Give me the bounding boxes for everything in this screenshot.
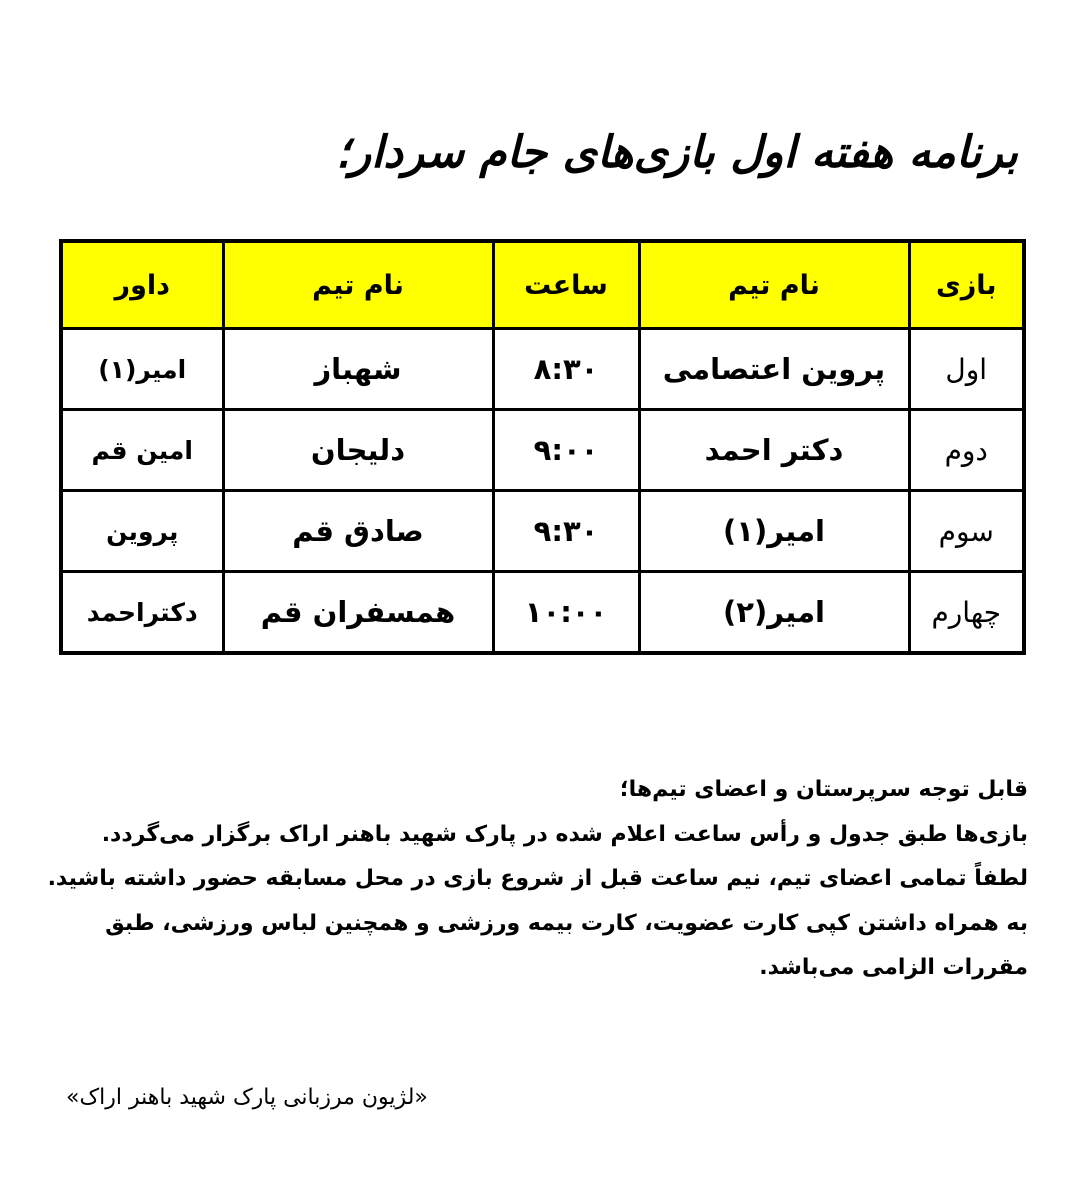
notes-line: قابل توجه سرپرستان و اعضای تیم‌ها؛ [619,777,1028,802]
cell-team-b: همسفران قم [223,572,493,654]
cell-game: چهارم [909,572,1024,654]
cell-game: اول [909,329,1024,410]
cell-time: ۹:۳۰ [493,491,639,572]
table-row [61,329,1024,410]
cell-time: ۸:۳۰ [493,329,639,410]
notes-block [38,768,1028,991]
cell-time: ۱۰:۰۰ [493,572,639,654]
schedule-table [59,239,1026,655]
cell-team-a: دکتر احمد [639,410,909,491]
cell-game: سوم [909,491,1024,572]
header-referee: داور [61,241,223,329]
header-team-b: نام تیم [223,241,493,329]
cell-time: ۹:۰۰ [493,410,639,491]
notes-line: مقررات الزامی می‌باشد. [759,955,1028,980]
table-row [61,410,1024,491]
cell-team-a: امیر(۱) [639,491,909,572]
header-team-a: نام تیم [639,241,909,329]
cell-referee: امین قم [61,410,223,491]
page-title: برنامه هفته اول بازی‌های جام سردار؛ [335,127,1018,178]
header-game: بازی [909,241,1024,329]
table-row [61,491,1024,572]
notes-line: لطفاً تمامی اعضای تیم، نیم ساعت قبل از شروع بازی در محل مسابقه حضور داشته باشید. [47,866,1028,891]
notes-line: بازی‌ها طبق جدول و رأس ساعت اعلام شده در پارک شهید باهنر اراک برگزار می‌گردد. [101,821,1028,847]
notes-line: به همراه داشتن کپی کارت عضویت، کارت بیمه ورزشی و همچنین لباس ورزشی، طبق [105,910,1028,936]
cell-game: دوم [909,410,1024,491]
cell-team-b: صادق قم [223,491,493,572]
cell-team-a: پروین اعتصامی [639,329,909,410]
cell-team-a: امیر(۲) [639,572,909,654]
cell-team-b: دلیجان [223,410,493,491]
header-time: ساعت [493,241,639,329]
footer-signature: «لژیون مرزبانی پارک شهید باهنر اراک» [66,1085,428,1110]
cell-referee: امیر(۱) [61,329,223,410]
cell-team-b: شهباز [223,329,493,410]
cell-referee: دکتراحمد [61,572,223,654]
table-header-row [61,241,1024,329]
table-row [61,572,1024,654]
cell-referee: پروین [61,491,223,572]
